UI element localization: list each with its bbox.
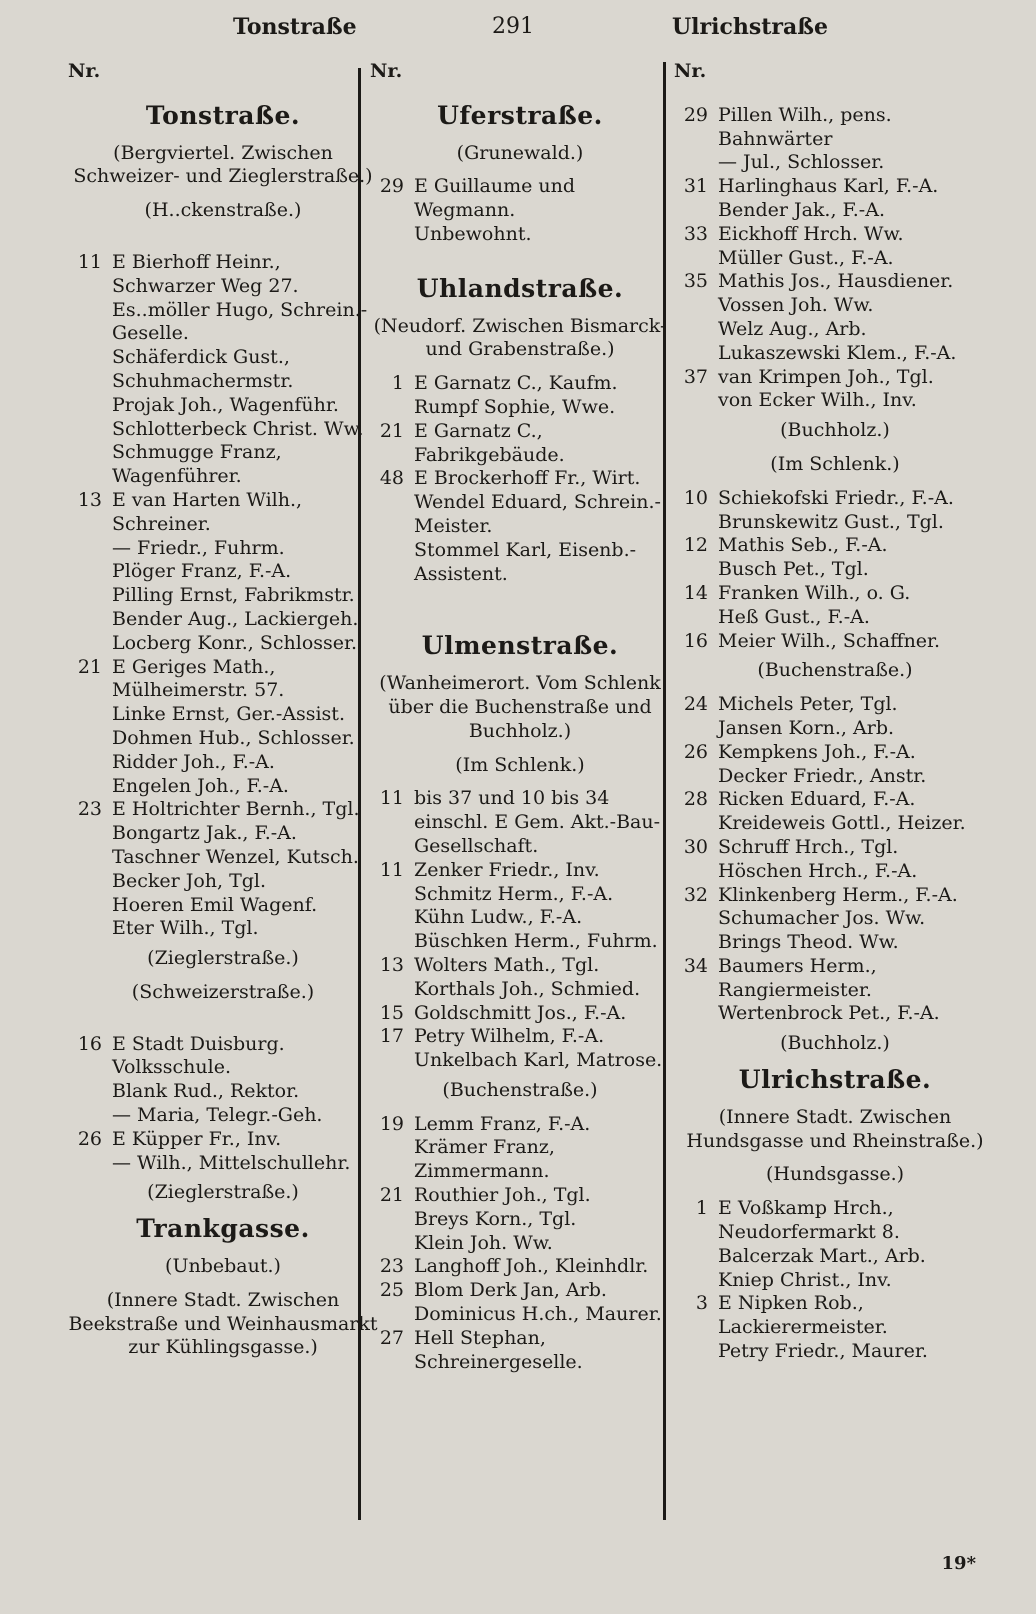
resident-text: Bender Aug., Lackiergeh. [112, 607, 359, 630]
resident-text: Petry Friedr., Maurer. [718, 1340, 928, 1363]
resident-text: E Nipken Rob., Lackierermeister. [718, 1292, 888, 1339]
resident-text: Lukaszewski Klem., F.-A. [718, 341, 957, 364]
column-1 [68, 60, 378, 1370]
list-item [674, 247, 996, 271]
resident-text: Rumpf Sophie, Wwe. [414, 395, 616, 418]
list-item [370, 883, 670, 907]
list-item [370, 223, 670, 247]
list-item [68, 251, 378, 299]
house-number: 11 [379, 858, 404, 881]
house-number: 31 [683, 175, 708, 198]
resident-text: Pillen Wilh., pens. Bahnwärter [718, 103, 892, 150]
list-item [674, 1269, 996, 1293]
list-item [674, 223, 996, 247]
resident-text: Baumers Herm., Rangiermeister. [718, 954, 877, 1001]
house-number: 30 [683, 835, 708, 858]
resident-text: Schiekofski Friedr., F.-A. [718, 486, 954, 509]
section-label: (Schweizerstraße.) [131, 980, 315, 1003]
resident-text: Schmitz Herm., F.-A. [414, 882, 614, 905]
resident-text: Kempkens Joh., F.-A. [718, 740, 916, 763]
street-title: Uferstraße. [437, 100, 603, 130]
resident-text: Büschken Herm., Fuhrm. [414, 930, 658, 953]
section-label: (Zieglerstraße.) [147, 947, 299, 970]
list-item [674, 582, 996, 606]
list-item [370, 1025, 670, 1049]
list-item [68, 822, 378, 846]
street-title: Uhlandstraße. [416, 273, 624, 303]
list-item [674, 693, 996, 717]
list-item [370, 978, 670, 1002]
house-number: 25 [379, 1279, 404, 1302]
list-item [370, 1303, 670, 1327]
resident-text: Petry Wilhelm, F.-A. [414, 1025, 605, 1048]
house-number: 1 [695, 1197, 708, 1220]
list-item [370, 1327, 670, 1375]
house-number: 16 [683, 629, 708, 652]
list-item [674, 104, 996, 152]
house-number: 32 [683, 883, 708, 906]
resident-text: E van Harten Wilh., Schreiner. [112, 488, 303, 535]
resident-text: E Garnatz C., Fabrikgebäude. [414, 419, 565, 466]
resident-text: Franken Wilh., o. G. [718, 581, 911, 604]
house-number: 15 [379, 1001, 404, 1024]
resident-text: E Voßkamp Hrch., Neudorfermarkt 8. [718, 1197, 900, 1244]
list-item [370, 930, 670, 954]
resident-text: E Brockerhoff Fr., Wirt. [414, 467, 641, 490]
list-item [674, 788, 996, 812]
resident-text: Bongartz Jak., F.-A. [112, 822, 297, 845]
list-item [68, 346, 378, 394]
list-item [370, 1184, 670, 1208]
list-item [674, 812, 996, 836]
resident-text: Taschner Wenzel, Kutsch. [112, 845, 359, 868]
list-item [370, 906, 670, 930]
resident-text: E Bierhoff Heinr., Schwarzer Weg 27. [112, 250, 299, 297]
street-note: (Bergviertel. Zwischen Schweizer- und Zieglerstraße.) [73, 141, 373, 188]
resident-text: Wertenbrock Pet., F.-A. [718, 1002, 940, 1025]
resident-text: Schäferdick Gust., Schuhmachermstr. [112, 346, 294, 392]
house-number: 13 [77, 488, 102, 511]
list-item [68, 1104, 378, 1128]
section-label: (Buchholz.) [780, 419, 890, 442]
house-number: 14 [683, 581, 708, 604]
resident-text: E Küpper Fr., Inv. [112, 1127, 282, 1150]
list-item [68, 751, 378, 775]
resident-text: E Garnatz C., Kaufm. [414, 372, 618, 395]
section-label: (Buchholz.) [780, 1032, 890, 1055]
resident-text: Langhoff Joh., Kleinhdlr. [414, 1255, 649, 1278]
resident-text: — Friedr., Fuhrm. [112, 536, 285, 559]
resident-text: Unbewohnt. [414, 222, 532, 245]
house-number: 21 [379, 419, 404, 442]
list-item [370, 1208, 670, 1232]
resident-text: Eickhoff Hrch. Ww. [718, 222, 904, 245]
resident-text: — Wilh., Mittelschullehr. [112, 1151, 351, 1174]
list-item [674, 717, 996, 741]
resident-text: Becker Joh, Tgl. [112, 869, 267, 892]
resident-text: Blom Derk Jan, Arb. [414, 1279, 607, 1302]
list-item [370, 1232, 670, 1256]
list-item [370, 954, 670, 978]
house-number: 21 [77, 655, 102, 678]
house-number: 26 [77, 1127, 102, 1150]
running-head-right: Ulrichstraße [672, 14, 828, 40]
list-item [68, 846, 378, 870]
list-item [68, 1128, 378, 1152]
house-number: 16 [77, 1032, 102, 1055]
house-number: 21 [379, 1184, 404, 1207]
resident-text: Müller Gust., F.-A. [718, 246, 894, 269]
resident-text: Schlotterbeck Christ. Ww. [112, 417, 364, 440]
resident-text: Unkelbach Karl, Matrose. [414, 1049, 663, 1072]
list-item [674, 1340, 996, 1364]
house-number: 10 [683, 486, 708, 509]
resident-text: Bender Jak., F.-A. [718, 198, 885, 221]
house-number: 28 [683, 788, 708, 811]
list-item [674, 534, 996, 558]
resident-text: E Holtrichter Bernh., Tgl. [112, 798, 360, 821]
street-title: Ulrichstraße. [738, 1065, 932, 1095]
list-item [370, 1279, 670, 1303]
resident-text: Vossen Joh. Ww. [718, 294, 874, 317]
house-number: 37 [683, 365, 708, 388]
resident-text: Schmugge Franz, Wagenführer. [112, 441, 282, 488]
list-item [68, 917, 378, 941]
resident-text: Michels Peter, Tgl. [718, 693, 898, 716]
resident-text: Brings Theod. Ww. [718, 931, 899, 954]
list-item [370, 420, 670, 468]
list-item [674, 765, 996, 789]
section-label: (Hundsgasse.) [765, 1163, 905, 1186]
list-item [674, 270, 996, 294]
resident-text: Korthals Joh., Schmied. [414, 977, 641, 1000]
resident-text: E Geriges Math., Mülheimerstr. 57. [112, 655, 285, 702]
house-number: 29 [379, 175, 404, 198]
resident-text: — Jul., Schlosser. [718, 151, 885, 174]
resident-text: Heß Gust., F.-A. [718, 605, 870, 628]
resident-text: Höschen Hrch., F.-A. [718, 859, 918, 882]
resident-text: Locberg Konr., Schlosser. [112, 631, 358, 654]
list-item [68, 608, 378, 632]
street-note: (Neudorf. Zwischen Bismarck- und Grabenstraße.) [373, 314, 667, 361]
resident-text: Dohmen Hub., Schlosser. [112, 726, 355, 749]
house-number: 48 [379, 467, 404, 490]
resident-text: Engelen Joh., F.-A. [112, 774, 289, 797]
street-title: Ulmenstraße. [421, 631, 619, 661]
resident-text: Mathis Seb., F.-A. [718, 534, 888, 557]
column-2 [370, 60, 670, 1374]
list-item [68, 584, 378, 608]
list-item [370, 175, 670, 223]
resident-text: Welz Aug., Arb. [718, 317, 867, 340]
list-item [370, 1002, 670, 1026]
resident-text: Plöger Franz, F.-A. [112, 560, 292, 583]
list-item [370, 859, 670, 883]
resident-text: Ridder Joh., F.-A. [112, 750, 275, 773]
list-item [68, 1080, 378, 1104]
house-number: 27 [379, 1326, 404, 1349]
house-number: 24 [683, 693, 708, 716]
nr-label: Nr. [68, 60, 101, 82]
running-head-left: Tonstraße [233, 14, 357, 40]
resident-text: Eter Wilh., Tgl. [112, 917, 259, 940]
house-number: 3 [695, 1292, 708, 1315]
list-item [674, 294, 996, 318]
list-item [370, 467, 670, 491]
house-number: 33 [683, 222, 708, 245]
list-item [674, 836, 996, 860]
list-item [68, 489, 378, 537]
list-item [674, 955, 996, 1003]
house-number: 19 [379, 1112, 404, 1135]
list-item [370, 1049, 670, 1073]
resident-text: Busch Pet., Tgl. [718, 558, 869, 581]
resident-text: von Ecker Wilh., Inv. [718, 389, 917, 412]
list-item [68, 1033, 378, 1081]
list-item [674, 630, 996, 654]
list-item [68, 299, 378, 347]
section-label: (Zieglerstraße.) [147, 1181, 299, 1204]
resident-text: Hoeren Emil Wagenf. [112, 893, 318, 916]
house-number: 11 [77, 250, 102, 273]
house-number: 12 [683, 534, 708, 557]
house-number: 23 [379, 1255, 404, 1278]
list-item [674, 342, 996, 366]
list-item [674, 860, 996, 884]
list-item [68, 656, 378, 704]
resident-text: Goldschmitt Jos., F.-A. [414, 1001, 627, 1024]
street-note: (Grunewald.) [456, 141, 584, 164]
resident-text: Dominicus H.ch., Maurer. [414, 1303, 662, 1326]
resident-text: Linke Ernst, Ger.-Assist. [112, 703, 345, 726]
resident-text: Hell Stephan, Schreinergeselle. [414, 1326, 583, 1373]
section-label: (Buchenstraße.) [442, 1078, 598, 1101]
list-item [674, 1245, 996, 1269]
resident-text: Krämer Franz, Zimmermann. [414, 1136, 555, 1183]
street-title: Trankgasse. [136, 1214, 310, 1244]
resident-text: Jansen Korn., Arb. [718, 716, 895, 739]
list-item [68, 1152, 378, 1176]
resident-text: Zenker Friedr., Inv. [414, 858, 600, 881]
list-item [68, 560, 378, 584]
resident-text: Lemm Franz, F.-A. [414, 1112, 591, 1135]
list-item [674, 931, 996, 955]
list-item [370, 1255, 670, 1279]
resident-text: Decker Friedr., Anstr. [718, 764, 927, 787]
list-item [68, 775, 378, 799]
resident-text: Wendel Eduard, Schrein.-Meister. [414, 491, 661, 537]
house-number: 13 [379, 953, 404, 976]
resident-text: E Guillaume und Wegmann. [414, 175, 576, 222]
resident-text: Mathis Jos., Hausdiener. [718, 270, 954, 293]
resident-text: Blank Rud., Rektor. [112, 1080, 300, 1103]
resident-text: bis 37 und 10 bis 34 einschl. E Gem. Akt.-Bau-Gesellschaft. [414, 787, 661, 857]
list-item [674, 558, 996, 582]
resident-text: Projak Joh., Wagenführ. [112, 393, 339, 416]
list-item [674, 741, 996, 765]
resident-text: Schruff Hrch., Tgl. [718, 835, 899, 858]
list-item [68, 394, 378, 418]
section-label: (Buchenstraße.) [757, 659, 913, 682]
resident-text: van Krimpen Joh., Tgl. [718, 365, 934, 388]
street-title: Tonstraße. [145, 100, 301, 130]
spacer [370, 247, 670, 265]
list-item [674, 199, 996, 223]
list-item [370, 539, 670, 587]
section-label: (Im Schlenk.) [770, 452, 900, 475]
list-item [674, 1197, 996, 1245]
house-number: 35 [683, 270, 708, 293]
list-item [674, 175, 996, 199]
resident-text: Routhier Joh., Tgl. [414, 1184, 591, 1207]
resident-text: Es..möller Hugo, Schrein.-Geselle. [112, 298, 368, 345]
resident-text: E Stadt Duisburg. Volksschule. [112, 1032, 285, 1079]
house-number: 1 [391, 372, 404, 395]
list-item [68, 894, 378, 918]
resident-text: Meier Wilh., Schaffner. [718, 629, 941, 652]
resident-text: Breys Korn., Tgl. [414, 1207, 577, 1230]
list-item [370, 396, 670, 420]
list-item [674, 511, 996, 535]
spacer [68, 233, 378, 251]
section-label: (Im Schlenk.) [455, 753, 585, 776]
resident-text: Kniep Christ., Inv. [718, 1268, 892, 1291]
list-item [68, 727, 378, 751]
house-number: 34 [683, 954, 708, 977]
list-item [674, 366, 996, 390]
signature-mark: 19* [941, 1553, 976, 1574]
house-number: 17 [379, 1025, 404, 1048]
nr-label: Nr. [674, 60, 707, 82]
list-item [68, 703, 378, 727]
house-number: 23 [77, 798, 102, 821]
resident-text: Wolters Math., Tgl. [414, 953, 600, 976]
list-item [370, 491, 670, 539]
list-item [674, 318, 996, 342]
resident-text: Kühn Ludw., F.-A. [414, 906, 583, 929]
resident-text: Balcerzak Mart., Arb. [718, 1244, 926, 1267]
list-item [68, 798, 378, 822]
list-item [674, 1002, 996, 1026]
list-item [674, 884, 996, 908]
column-3 [674, 60, 996, 1364]
street-note: (Innere Stadt. Zwischen Beekstraße und Weinhausmarkt zur Kühlingsgasse.) [68, 1288, 378, 1359]
list-item [370, 372, 670, 396]
list-item [68, 537, 378, 561]
resident-text: Klein Joh. Ww. [414, 1231, 553, 1254]
nr-label: Nr. [370, 60, 403, 82]
house-number: 26 [683, 740, 708, 763]
house-number: 11 [379, 787, 404, 810]
list-item [68, 418, 378, 442]
resident-text: Schumacher Jos. Ww. [718, 907, 926, 930]
resident-text: Klinkenberg Herm., F.-A. [718, 883, 958, 906]
list-item [68, 632, 378, 656]
list-item [68, 870, 378, 894]
list-item [370, 787, 670, 858]
resident-text: — Maria, Telegr.-Geh. [112, 1104, 323, 1127]
list-item [674, 1292, 996, 1340]
spacer [370, 586, 670, 604]
page-number: 291 [492, 14, 534, 39]
list-item [674, 151, 996, 175]
house-number: 29 [683, 103, 708, 126]
spacer [68, 1015, 378, 1033]
resident-text: Stommel Karl, Eisenb.-Assistent. [414, 538, 637, 585]
street-note: (Wanheimerort. Vom Schlenk über die Buchenstraße und Buchholz.) [379, 672, 661, 742]
spacer [370, 604, 670, 622]
list-item [674, 487, 996, 511]
street-note: (Innere Stadt. Zwischen Hundsgasse und Rheinstraße.) [686, 1105, 984, 1152]
list-item [370, 1136, 670, 1184]
resident-text: Pilling Ernst, Fabrikmstr. [112, 584, 355, 607]
list-item [68, 441, 378, 489]
resident-text: Harlinghaus Karl, F.-A. [718, 175, 939, 198]
resident-text: Ricken Eduard, F.-A. [718, 788, 916, 811]
street-note: (Unbebaut.) [165, 1255, 281, 1278]
section-label: (H..ckenstraße.) [144, 199, 302, 222]
list-item [370, 1113, 670, 1137]
list-item [674, 907, 996, 931]
list-item [674, 606, 996, 630]
resident-text: Kreideweis Gottl., Heizer. [718, 812, 966, 835]
resident-text: Brunskewitz Gust., Tgl. [718, 510, 944, 533]
list-item [674, 389, 996, 413]
